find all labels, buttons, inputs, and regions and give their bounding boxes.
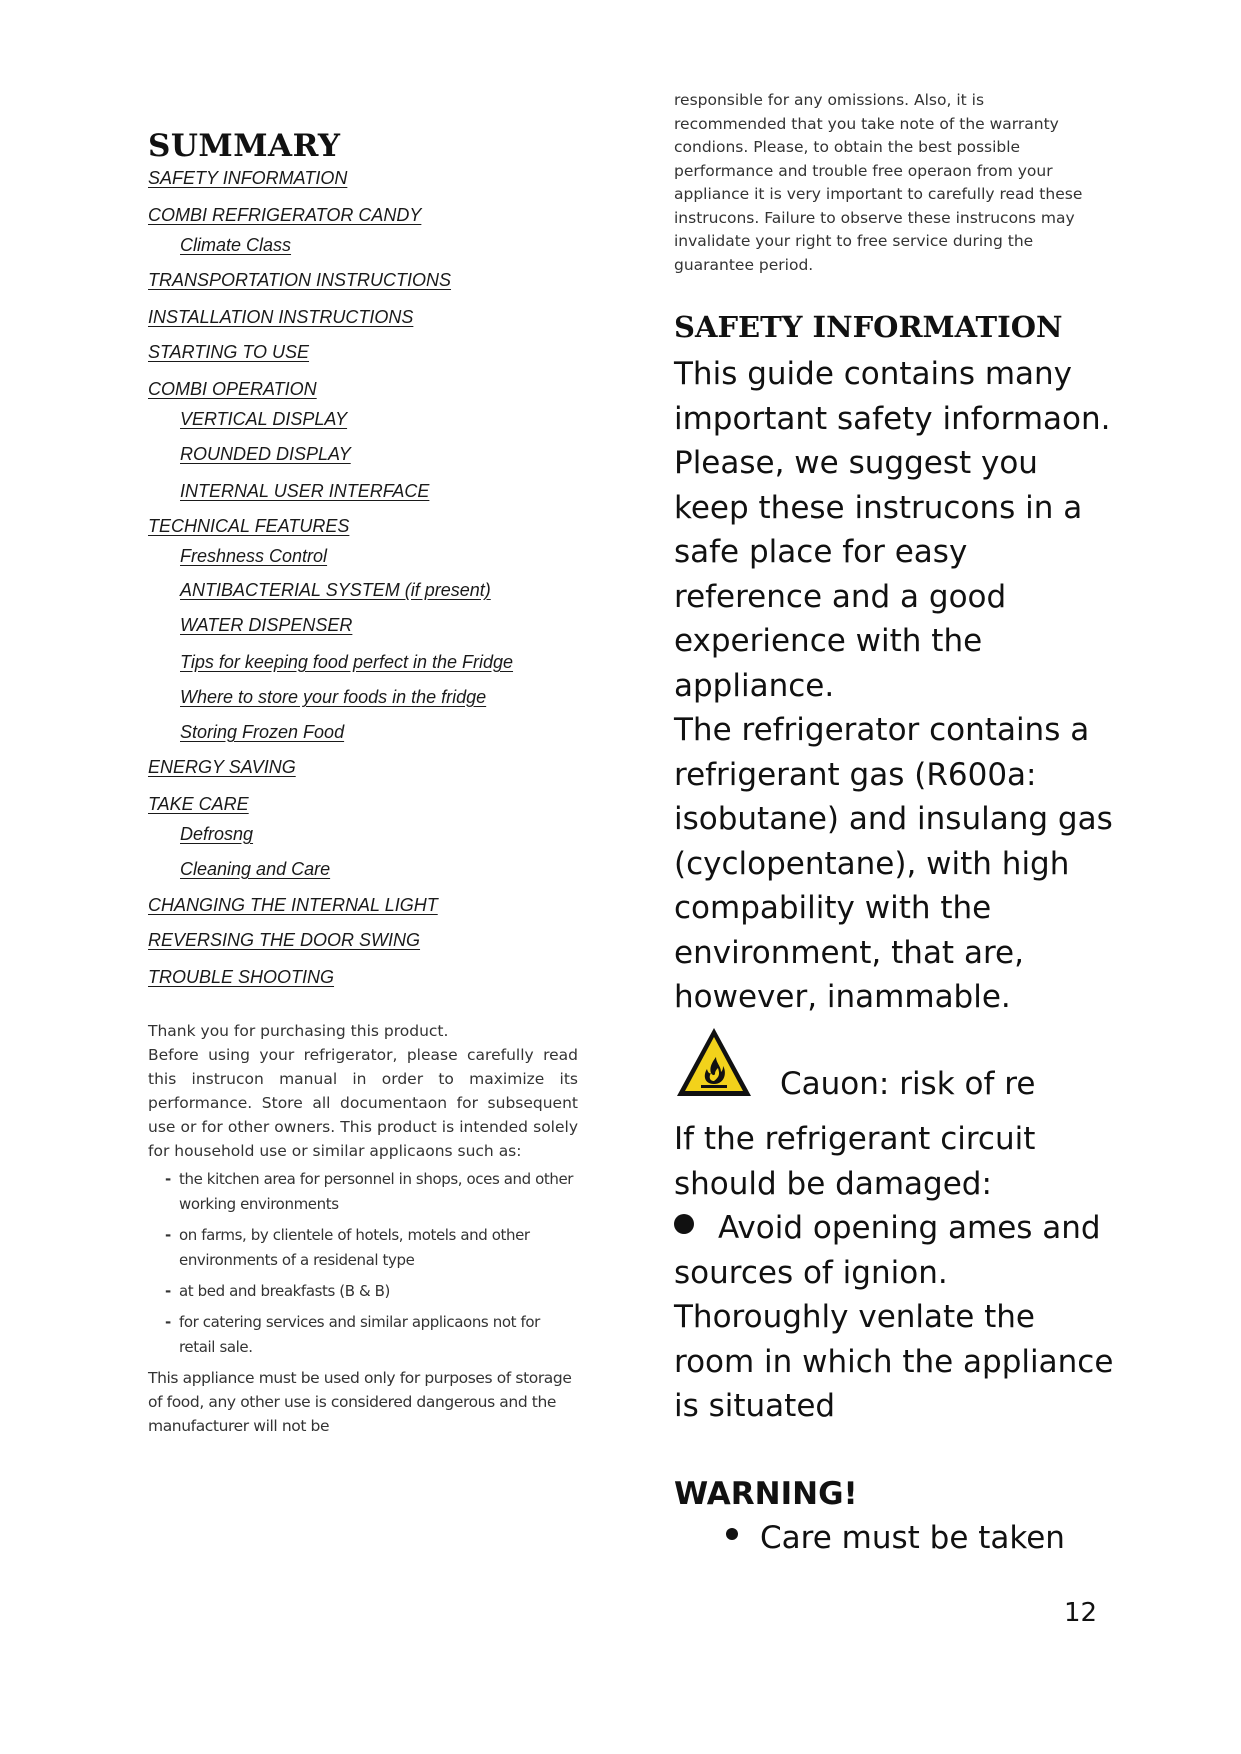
refrigerant-paragraph: The refrigerator contains a refrigerant gas (R600a: isobutane) and insulang gas (cyclopentane), with high compability with the environment, that are, however, inammable. [674, 712, 1113, 1015]
toc-freshness-control[interactable]: Freshness Control [180, 546, 328, 566]
safety-heading: SAFETY INFORMATION [674, 310, 1063, 344]
safety-guide-paragraph: This guide contains many important safety informaon. Please, we suggest you keep these instrucons in a safe place for easy reference and a good experience with the appliance. [674, 356, 1111, 704]
toc-tips-keeping-food[interactable]: Tips for keeping food perfect in the Fridge [180, 652, 514, 672]
toc-combi-refrigerator[interactable]: COMBI REFRIGERATOR CANDY [148, 205, 422, 225]
toc-where-to-store[interactable]: Where to store your foods in the fridge [180, 687, 487, 707]
warning-heading: WARNING! [674, 1476, 858, 1512]
flammable-warning-icon [674, 1024, 754, 1100]
ventilate-paragraph: Thoroughly venlate the room in which the appliance is situated [674, 1299, 1114, 1424]
toc-climate-class[interactable]: Climate Class [180, 235, 292, 255]
list-item: - on farms, by clientele of hotels, motels and other environments of a residenal type [165, 1226, 530, 1269]
toc-energy-saving[interactable]: ENERGY SAVING [148, 757, 296, 777]
toc-defrosting[interactable]: Defrosng [180, 824, 254, 844]
toc-trouble-shooting[interactable]: TROUBLE SHOOTING [148, 967, 335, 987]
toc-transportation[interactable]: TRANSPORTATION INSTRUCTIONS [148, 270, 452, 290]
toc-reversing-door-swing[interactable]: REVERSING THE DOOR SWING [148, 930, 421, 950]
bullet-icon [674, 1214, 694, 1234]
toc-rounded-display[interactable]: ROUNDED DISPLAY [180, 444, 351, 464]
circuit-paragraph: If the refrigerant circuit should be damaged: [674, 1121, 1036, 1202]
intro-usage-warning: This appliance must be used only for purposes of storage of food, any other use is considered dangerous and the manufacturer will not be [148, 1369, 572, 1435]
page-number: 12 [1064, 1598, 1098, 1628]
list-item: - for catering services and similar applicaons not for retail sale. [165, 1313, 540, 1356]
intro-before-using: Before using your refrigerator, please carefully read this instrucon manual in order to maximize its performance. Store all documentaon for subsequent use or for other owners. This product is intended solely for household use or similar applicaons such as: [148, 1046, 578, 1160]
list-item: - at bed and breakfasts (B & B) [165, 1282, 391, 1300]
intro-text [148, 1019, 578, 1438]
toc-combi-operation[interactable]: COMBI OPERATION [148, 379, 317, 399]
warranty-paragraph: responsible for any omissions. Also, it is recommended that you take note of the warranty condions. Please, to obtain the best possible performance and trouble free operaon from your appliance it is very important to carefully read these instrucons. Failure to observe these instrucons may invalidate your right to free service during the guarantee period. [674, 91, 1083, 274]
toc-antibacterial-system[interactable]: ANTIBACTERIAL SYSTEM (if present) [180, 580, 491, 600]
toc-internal-user-interface[interactable]: INTERNAL USER INTERFACE [180, 481, 430, 501]
list-item: - the kitchen area for personnel in shops, oces and other working environments [165, 1170, 574, 1213]
care-bullet: Care must be taken [726, 1520, 1065, 1556]
safety-body [674, 352, 1114, 1020]
toc-changing-internal-light[interactable]: CHANGING THE INTERNAL LIGHT [148, 895, 438, 915]
toc-cleaning-and-care[interactable]: Cleaning and Care [180, 859, 331, 879]
toc-take-care[interactable]: TAKE CARE [148, 794, 249, 814]
avoid-flames-bullet: Avoid opening ames and sources of ignion. [674, 1210, 1101, 1291]
caution-text: Cauon: risk of re [780, 1066, 1036, 1102]
toc-safety-information[interactable]: SAFETY INFORMATION [148, 168, 348, 188]
toc-installation[interactable]: INSTALLATION INSTRUCTIONS [148, 307, 414, 327]
toc-water-dispenser[interactable]: WATER DISPENSER [180, 615, 353, 635]
intro-applications-list [148, 1167, 578, 1360]
caution-row [674, 1024, 1114, 1104]
warranty-text [674, 89, 1094, 277]
summary-title: SUMMARY [148, 128, 341, 164]
bullet-icon [726, 1528, 738, 1540]
toc-starting-to-use[interactable]: STARTING TO USE [148, 342, 310, 362]
toc-vertical-display[interactable]: VERTICAL DISPLAY [180, 409, 348, 429]
intro-thanks: Thank you for purchasing this product. [148, 1022, 449, 1040]
toc-technical-features[interactable]: TECHNICAL FEATURES [148, 516, 350, 536]
circuit-section [674, 1117, 1114, 1429]
toc-storing-frozen-food[interactable]: Storing Frozen Food [180, 722, 345, 742]
